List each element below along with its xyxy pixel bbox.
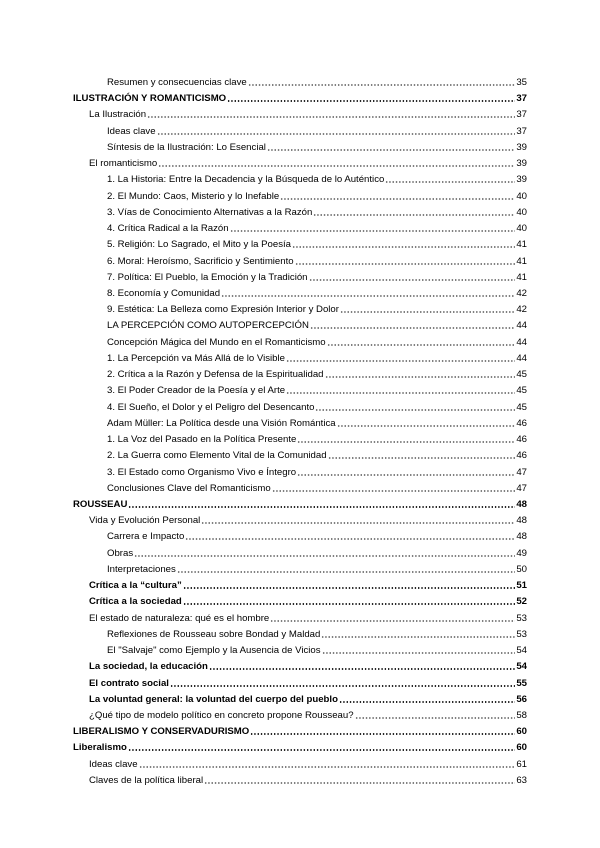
toc-entry-page-number: 41 bbox=[516, 239, 527, 251]
toc-entry-title: 2. La Guerra como Elemento Vital de la Comunidad bbox=[107, 450, 327, 462]
toc-entry[interactable] bbox=[73, 738, 527, 754]
toc-entry-page-number: 47 bbox=[516, 466, 527, 478]
toc-entry[interactable] bbox=[89, 511, 527, 527]
toc-entry[interactable] bbox=[107, 284, 527, 300]
toc-entry[interactable] bbox=[107, 527, 527, 543]
toc-entry-page-number: 53 bbox=[516, 612, 527, 624]
dot-leader bbox=[322, 643, 516, 655]
toc-entry-page-number: 46 bbox=[516, 450, 527, 462]
toc-entry-page-number: 47 bbox=[516, 482, 527, 494]
toc-entry[interactable] bbox=[107, 219, 527, 235]
dot-leader bbox=[204, 773, 515, 785]
toc-entry-title: Concepción Mágica del Mundo en el Romanticismo bbox=[107, 336, 326, 348]
dot-leader bbox=[272, 481, 516, 493]
toc-entry[interactable] bbox=[107, 349, 527, 365]
toc-entry-title: 4. Crítica Radical a la Razón bbox=[107, 223, 229, 235]
toc-entry[interactable] bbox=[89, 657, 527, 673]
dot-leader bbox=[286, 383, 515, 395]
toc-entry-page-number: 46 bbox=[516, 434, 527, 446]
dot-leader bbox=[297, 432, 515, 444]
toc-entry-page-number: 60 bbox=[516, 742, 527, 754]
toc-entry-page-number: 45 bbox=[516, 401, 527, 413]
toc-entry-title: 9. Estética: La Belleza como Expresión Interior y Dolor bbox=[107, 304, 339, 316]
toc-entry-page-number: 48 bbox=[516, 515, 527, 527]
dot-leader bbox=[327, 335, 516, 347]
toc-entry-title: ¿Qué tipo de modelo político en concreto propone Rousseau? bbox=[89, 709, 354, 721]
toc-entry-title: 3. Vías de Conocimiento Alternativas a la Razón bbox=[107, 206, 313, 218]
toc-entry-title: 7. Política: El Pueblo, la Emoción y la Tradición bbox=[107, 271, 308, 283]
toc-entry-page-number: 40 bbox=[516, 223, 527, 235]
dot-leader bbox=[230, 221, 516, 233]
toc-entry-page-number: 40 bbox=[516, 190, 527, 202]
toc-entry-page-number: 40 bbox=[516, 206, 527, 218]
toc-entry[interactable] bbox=[89, 592, 527, 608]
toc-entry-title: Liberalismo bbox=[73, 742, 127, 754]
dot-leader bbox=[139, 757, 516, 769]
dot-leader bbox=[313, 205, 515, 217]
dot-leader bbox=[128, 740, 515, 752]
toc-entry[interactable] bbox=[89, 771, 527, 787]
toc-entry-title: 3. El Estado como Organismo Vivo e Íntegro bbox=[107, 466, 297, 478]
toc-entry[interactable] bbox=[89, 690, 527, 706]
dot-leader bbox=[248, 75, 516, 87]
dot-leader bbox=[170, 676, 515, 688]
toc-entry[interactable] bbox=[73, 722, 527, 738]
toc-entry-title: Resumen y consecuencias clave bbox=[107, 77, 247, 88]
toc-entry-page-number: 44 bbox=[516, 336, 527, 348]
dot-leader bbox=[183, 594, 516, 606]
toc-entry[interactable] bbox=[107, 203, 527, 219]
toc-entry[interactable] bbox=[107, 268, 527, 284]
toc-entry[interactable] bbox=[73, 89, 527, 105]
toc-entry-page-number: 44 bbox=[516, 352, 527, 364]
toc-entry[interactable] bbox=[107, 414, 527, 430]
toc-entry-title: 8. Economía y Comunidad bbox=[107, 287, 221, 299]
toc-entry-title: 1. La Percepción va Más Allá de lo Visible bbox=[107, 352, 285, 364]
toc-entry-page-number: 52 bbox=[516, 596, 527, 608]
dot-leader bbox=[147, 107, 515, 119]
toc-entry[interactable] bbox=[107, 430, 527, 446]
toc-entry-title: El estado de naturaleza: qué es el hombre bbox=[89, 612, 270, 624]
dot-leader bbox=[328, 448, 516, 460]
toc-entry[interactable] bbox=[73, 495, 527, 511]
toc-entry-title: Carrera e Impacto bbox=[107, 531, 185, 543]
toc-entry-title: El contrato social bbox=[89, 677, 169, 689]
toc-entry[interactable] bbox=[107, 463, 527, 479]
dot-leader bbox=[185, 529, 515, 541]
toc-entry[interactable] bbox=[107, 252, 527, 268]
toc-entry-title: LA PERCEPCIÓN COMO AUTOPERCEPCIÓN bbox=[107, 320, 309, 332]
toc-entry-title: Vida y Evolución Personal bbox=[89, 515, 201, 527]
toc-entry[interactable] bbox=[107, 479, 527, 495]
toc-entry[interactable] bbox=[89, 706, 527, 722]
toc-entry-page-number: 48 bbox=[516, 531, 527, 543]
toc-entry-page-number: 54 bbox=[516, 661, 527, 673]
toc-entry-title: Conclusiones Clave del Romanticismo bbox=[107, 482, 271, 494]
toc-entry[interactable] bbox=[107, 316, 527, 332]
toc-entry-page-number: 58 bbox=[516, 709, 527, 721]
dot-leader bbox=[337, 416, 516, 428]
toc-entry-title: 5. Religión: Lo Sagrado, el Mito y la Poesía bbox=[107, 239, 291, 251]
dot-leader bbox=[340, 302, 515, 314]
toc-entry[interactable] bbox=[107, 446, 527, 462]
toc-entry[interactable] bbox=[89, 755, 527, 771]
toc-entry[interactable] bbox=[107, 365, 527, 381]
dot-leader bbox=[280, 189, 515, 201]
toc-entry-title: El "Salvaje" como Ejemplo y la Ausencia de Vicios bbox=[107, 645, 321, 657]
toc-entry[interactable] bbox=[89, 609, 527, 625]
toc-entry-title: LIBERALISMO Y CONSERVADURISMO bbox=[73, 726, 250, 738]
toc-entry-title: Ideas clave bbox=[89, 758, 138, 770]
toc-entry[interactable] bbox=[107, 187, 527, 203]
toc-entry-page-number: 54 bbox=[516, 645, 527, 657]
toc-entry[interactable] bbox=[107, 122, 527, 138]
toc-entry-page-number: 60 bbox=[516, 726, 527, 738]
toc-entry[interactable] bbox=[107, 560, 527, 576]
toc-entry-title: Síntesis de la Ilustración: Lo Esencial bbox=[107, 141, 266, 153]
toc-entry-title: El romanticismo bbox=[89, 158, 158, 170]
dot-leader bbox=[321, 627, 515, 639]
dot-leader bbox=[292, 237, 515, 249]
toc-entry-title: La voluntad general: la voluntad del cuerpo del pueblo bbox=[89, 693, 338, 705]
toc-entry-title: 2. El Mundo: Caos, Misterio y lo Inefable bbox=[107, 190, 280, 202]
toc-entry-page-number: 53 bbox=[516, 628, 527, 640]
toc-entry[interactable] bbox=[107, 300, 527, 316]
dot-leader bbox=[385, 172, 515, 184]
toc-entry[interactable] bbox=[107, 138, 527, 154]
toc-entry-title: 6. Moral: Heroísmo, Sacrificio y Sentimiento bbox=[107, 255, 294, 267]
toc-entry-page-number: 49 bbox=[516, 547, 527, 559]
dot-leader bbox=[128, 497, 515, 509]
toc-entry-page-number: 39 bbox=[516, 141, 527, 153]
dot-leader bbox=[339, 692, 515, 704]
dot-leader bbox=[310, 318, 515, 330]
toc-entry-title: La sociedad, la educación bbox=[89, 661, 208, 673]
toc-entry[interactable] bbox=[107, 641, 527, 657]
dot-leader bbox=[355, 708, 516, 720]
toc-entry[interactable] bbox=[89, 576, 527, 592]
dot-leader bbox=[286, 351, 515, 363]
toc-entry[interactable] bbox=[107, 625, 527, 641]
toc-entry-page-number: 45 bbox=[516, 385, 527, 397]
toc-entry[interactable] bbox=[107, 73, 527, 89]
dot-leader bbox=[295, 254, 516, 266]
toc-entry-page-number: 51 bbox=[516, 580, 527, 592]
toc-entry-page-number: 44 bbox=[516, 320, 527, 332]
toc-entry-page-number: 46 bbox=[516, 417, 527, 429]
dot-leader bbox=[157, 124, 516, 136]
toc-entry-title: Crítica a la sociedad bbox=[89, 596, 182, 608]
toc-entry-title: Interpretaciones bbox=[107, 563, 176, 575]
toc-entry-title: 1. La Voz del Pasado en la Política Presente bbox=[107, 434, 297, 446]
dot-leader bbox=[250, 724, 515, 736]
dot-leader bbox=[315, 400, 515, 412]
toc-entry-title: 4. El Sueño, el Dolor y el Peligro del Desencanto bbox=[107, 401, 315, 413]
toc-entry-page-number: 48 bbox=[516, 498, 527, 510]
toc-entry-page-number: 39 bbox=[516, 158, 527, 170]
dot-leader bbox=[325, 367, 516, 379]
toc-entry-title: La Ilustración bbox=[89, 109, 147, 121]
dot-leader bbox=[158, 156, 515, 168]
toc-entry[interactable] bbox=[89, 154, 527, 170]
dot-leader bbox=[177, 562, 516, 574]
toc-entry-title: ROUSSEAU bbox=[73, 498, 128, 510]
dot-leader bbox=[183, 578, 516, 590]
toc-entry-page-number: 35 bbox=[516, 77, 527, 88]
toc-entry[interactable] bbox=[107, 381, 527, 397]
toc-entry-page-number: 41 bbox=[516, 271, 527, 283]
dot-leader bbox=[134, 546, 515, 558]
toc-entry-page-number: 50 bbox=[516, 563, 527, 575]
toc-entry-title: Claves de la política liberal bbox=[89, 774, 204, 786]
toc-entry-title: Crítica a la “cultura” bbox=[89, 580, 182, 592]
toc-entry-title: 3. El Poder Creador de la Poesía y el Arte bbox=[107, 385, 286, 397]
toc-entry-title: 2. Crítica a la Razón y Defensa de la Espiritualidad bbox=[107, 369, 324, 381]
toc-entry-page-number: 42 bbox=[516, 287, 527, 299]
toc-entry[interactable] bbox=[107, 235, 527, 251]
toc-entry[interactable] bbox=[89, 105, 527, 121]
toc-entry-title: Adam Müller: La Política desde una Visión Romántica bbox=[107, 417, 336, 429]
toc-entry-page-number: 56 bbox=[516, 693, 527, 705]
toc-entry[interactable] bbox=[107, 544, 527, 560]
toc-entry-page-number: 45 bbox=[516, 369, 527, 381]
toc-entry-page-number: 39 bbox=[516, 174, 527, 186]
toc-entry-page-number: 61 bbox=[516, 758, 527, 770]
toc-entry[interactable] bbox=[107, 170, 527, 186]
dot-leader bbox=[309, 270, 516, 282]
toc-entry-title: Obras bbox=[107, 547, 134, 559]
toc-entry[interactable] bbox=[89, 674, 527, 690]
toc-entry-title: 1. La Historia: Entre la Decadencia y la Búsqueda de lo Auténtico bbox=[107, 174, 385, 186]
dot-leader bbox=[227, 91, 515, 103]
toc-entry-page-number: 41 bbox=[516, 255, 527, 267]
toc-entry-page-number: 37 bbox=[516, 125, 527, 137]
dot-leader bbox=[267, 140, 515, 152]
toc-entry[interactable] bbox=[107, 333, 527, 349]
toc-entry[interactable] bbox=[107, 398, 527, 414]
dot-leader bbox=[297, 465, 515, 477]
dot-leader bbox=[270, 611, 515, 623]
toc-entry-page-number: 37 bbox=[516, 109, 527, 121]
dot-leader bbox=[209, 659, 515, 671]
toc-entry-title: Ideas clave bbox=[107, 125, 156, 137]
toc-entry-title: ILUSTRACIÓN Y ROMANTICISMO bbox=[73, 93, 227, 105]
toc-entry-page-number: 55 bbox=[516, 677, 527, 689]
toc-entry-page-number: 63 bbox=[516, 774, 527, 786]
toc-entry-title: Reflexiones de Rousseau sobre Bondad y Maldad bbox=[107, 628, 321, 640]
dot-leader bbox=[221, 286, 515, 298]
toc-entry-page-number: 37 bbox=[516, 93, 527, 105]
dot-leader bbox=[201, 513, 515, 525]
toc-entry-page-number: 42 bbox=[516, 304, 527, 316]
